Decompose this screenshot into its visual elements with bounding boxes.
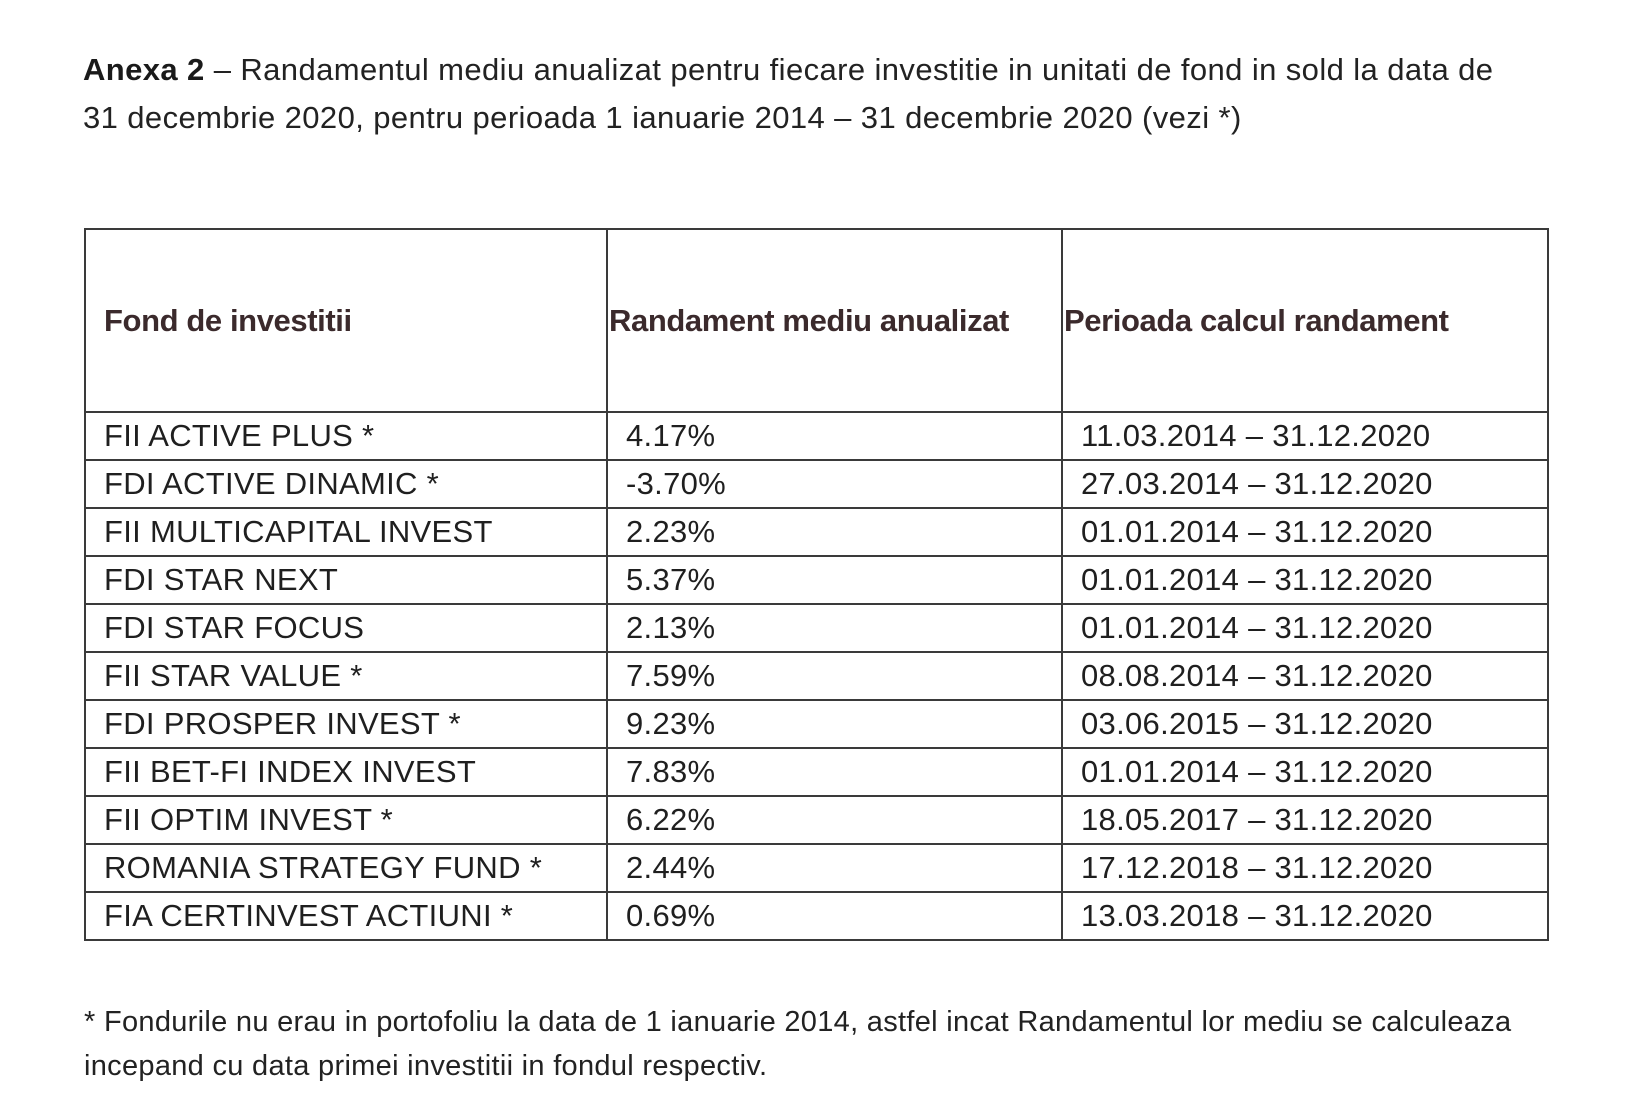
period-cell: 01.01.2014 – 31.12.2020 xyxy=(1062,508,1548,556)
period-cell: 13.03.2018 – 31.12.2020 xyxy=(1062,892,1548,940)
table-row xyxy=(85,700,1548,748)
fund-name-cell: FII OPTIM INVEST * xyxy=(85,796,607,844)
period-cell: 01.01.2014 – 31.12.2020 xyxy=(1062,604,1548,652)
fund-name-cell: FIA CERTINVEST ACTIUNI * xyxy=(85,892,607,940)
table-row xyxy=(85,892,1548,940)
fund-name-cell: FII ACTIVE PLUS * xyxy=(85,412,607,460)
return-cell: 2.23% xyxy=(607,508,1062,556)
return-cell: 2.44% xyxy=(607,844,1062,892)
fund-name-cell: FDI STAR FOCUS xyxy=(85,604,607,652)
annex-label: Anexa 2 xyxy=(83,52,205,87)
annex-heading xyxy=(83,46,1523,142)
fund-name-cell: FDI ACTIVE DINAMIC * xyxy=(85,460,607,508)
fund-returns-table xyxy=(84,228,1549,941)
period-cell: 01.01.2014 – 31.12.2020 xyxy=(1062,556,1548,604)
table-row xyxy=(85,844,1548,892)
return-cell: 9.23% xyxy=(607,700,1062,748)
return-cell: 7.83% xyxy=(607,748,1062,796)
return-cell: 0.69% xyxy=(607,892,1062,940)
return-cell: 6.22% xyxy=(607,796,1062,844)
table-row xyxy=(85,748,1548,796)
fund-name-cell: FII BET-FI INDEX INVEST xyxy=(85,748,607,796)
table-row xyxy=(85,652,1548,700)
table-row xyxy=(85,412,1548,460)
period-cell: 03.06.2015 – 31.12.2020 xyxy=(1062,700,1548,748)
table-row xyxy=(85,556,1548,604)
annex-description: – Randamentul mediu anualizat pentru fiecare investitie in unitati de fond in sold la data de 31 decembrie 2020, pentru perioada 1 ianuarie 2014 – 31 decembrie 2020 (vezi *) xyxy=(83,52,1494,135)
table-row xyxy=(85,604,1548,652)
period-cell: 11.03.2014 – 31.12.2020 xyxy=(1062,412,1548,460)
header-period-label: Perioada calcul randament xyxy=(1064,302,1449,338)
fund-name-cell: ROMANIA STRATEGY FUND * xyxy=(85,844,607,892)
return-cell: 5.37% xyxy=(607,556,1062,604)
period-cell: 08.08.2014 – 31.12.2020 xyxy=(1062,652,1548,700)
header-return: Randament mediu anualizat xyxy=(607,229,1062,412)
fund-name-cell: FII STAR VALUE * xyxy=(85,652,607,700)
fund-name-cell: FII MULTICAPITAL INVEST xyxy=(85,508,607,556)
footnote: * Fondurile nu erau in portofoliu la data de 1 ianuarie 2014, astfel incat Randamentul lor mediu se calculeaza incepand cu data primei investitii in fondul respectiv. xyxy=(84,1006,1512,1082)
header-period xyxy=(1062,229,1548,412)
fund-name-cell: FDI PROSPER INVEST * xyxy=(85,700,607,748)
fund-name-cell: FDI STAR NEXT xyxy=(85,556,607,604)
return-cell: 4.17% xyxy=(607,412,1062,460)
table-header-row xyxy=(85,229,1548,412)
table-row xyxy=(85,508,1548,556)
period-cell: 18.05.2017 – 31.12.2020 xyxy=(1062,796,1548,844)
table-row xyxy=(85,796,1548,844)
return-cell: 7.59% xyxy=(607,652,1062,700)
header-fund: Fond de investitii xyxy=(85,229,607,412)
period-cell: 27.03.2014 – 31.12.2020 xyxy=(1062,460,1548,508)
period-cell: 01.01.2014 – 31.12.2020 xyxy=(1062,748,1548,796)
table-row xyxy=(85,460,1548,508)
period-cell: 17.12.2018 – 31.12.2020 xyxy=(1062,844,1548,892)
return-cell: -3.70% xyxy=(607,460,1062,508)
return-cell: 2.13% xyxy=(607,604,1062,652)
